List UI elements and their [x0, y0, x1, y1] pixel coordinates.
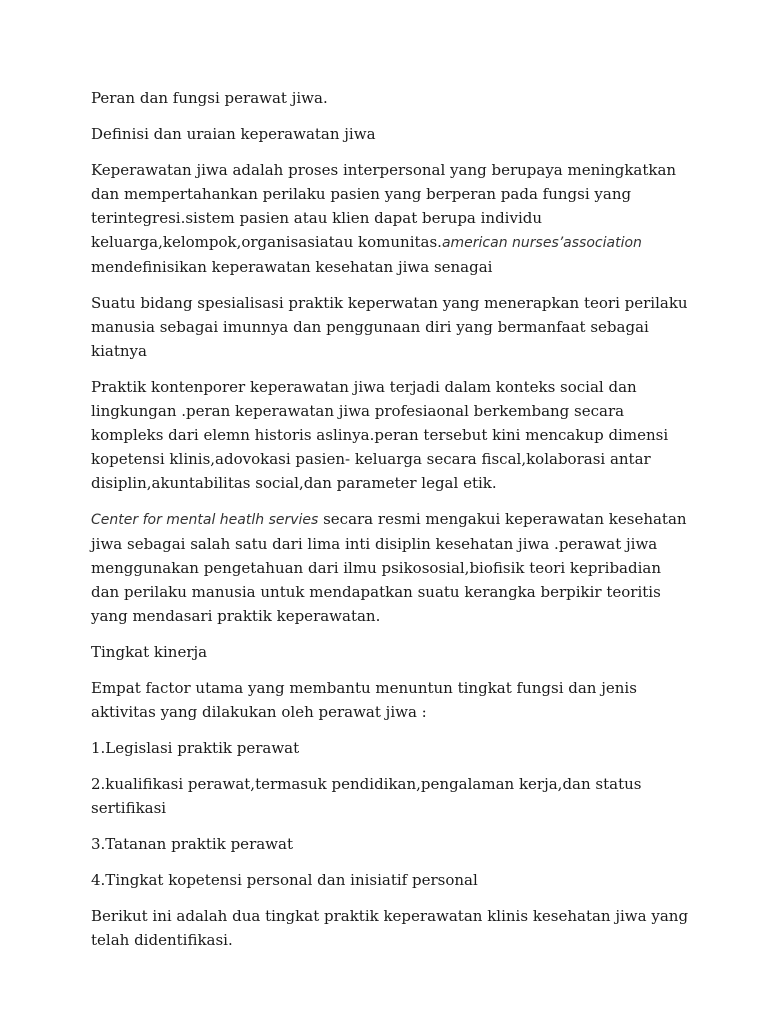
paragraph-text: secara resmi mengakui keperawatan kesehatan jiwa sebagai salah satu dari lima inti disiplin kesehatan jiwa .perawat jiwa menggunakan pengetahuan dari ilmu psikososial,biofisik teori kepribadian dan perilaku manusia untuk mendapatkan suatu kerangka berpikir teoritis yang mendasari praktik keperawatan. — [91, 510, 687, 625]
paragraph-text: Suatu bidang spesialisasi praktik keperwatan yang menerapkan teori perilaku manusia sebagai imunnya dan penggunaan diri yang bermanfaat sebagai kiatnya — [91, 294, 688, 360]
list-item-text: 3.Tatanan praktik perawat — [91, 835, 293, 853]
list-item-4 — [91, 868, 691, 892]
paragraph-text: Empat factor utama yang membantu menuntun tingkat fungsi dan jenis aktivitas yang dilakukan oleh perawat jiwa : — [91, 679, 637, 721]
paragraph-closing — [91, 904, 691, 952]
list-item-3 — [91, 832, 691, 856]
paragraph-specialization — [91, 291, 691, 363]
paragraph-text: Praktik kontenporer keperawatan jiwa terjadi dalam konteks social dan lingkungan .peran keperawatan jiwa profesiaonal berkembang secara kompleks dari elemn historis aslinya.peran tersebut kini mencakup dimensi kopetensi klinis,adovokasi pasien- keluarga secara fiscal,kolaborasi antar disiplin,akuntabilitas social,dan parameter legal etik. — [91, 378, 669, 492]
paragraph-contemporary-practice — [91, 375, 691, 495]
section-heading-text: Definisi dan uraian keperawatan jiwa — [91, 125, 376, 143]
list-item-1 — [91, 736, 691, 760]
list-item-text: 4.Tingkat kopetensi personal dan inisiatif personal — [91, 871, 478, 889]
list-item-text: 2.kualifikasi perawat,termasuk pendidikan,pengalaman kerja,dan status sertifikasi — [91, 775, 642, 817]
organization-name-italic: Center for mental heatlh servies — [91, 512, 319, 528]
organization-name-italic: american nurses’association — [441, 235, 642, 251]
paragraph-definition — [91, 158, 691, 279]
paragraph-factors-intro — [91, 676, 691, 724]
document-body — [91, 86, 691, 964]
paragraph-text: Keperawatan jiwa adalah proses interpersonal yang berupaya meningkatkan dan mempertahankan perilaku pasien yang berperan pada fungsi yang terintegresi.sistem pasien atau klien dapat berupa individu keluarga,kelompok,organisasiatau komunitas. — [91, 161, 677, 251]
paragraph-text: mendefinisikan keperawatan kesehatan jiwa senagai — [91, 258, 493, 276]
paragraph-text: Berikut ini adalah dua tingkat praktik keperawatan klinis kesehatan jiwa yang telah didentifikasi. — [91, 907, 689, 949]
list-item-2 — [91, 772, 691, 820]
paragraph-cmhs — [91, 507, 691, 628]
document-title-text: Peran dan fungsi perawat jiwa. — [91, 89, 328, 107]
list-item-text: 1.Legislasi praktik perawat — [91, 739, 300, 757]
section-heading-definition — [91, 122, 691, 146]
document-title — [91, 86, 691, 110]
section-heading-text: Tingkat kinerja — [91, 643, 208, 661]
section-heading-performance — [91, 640, 691, 664]
